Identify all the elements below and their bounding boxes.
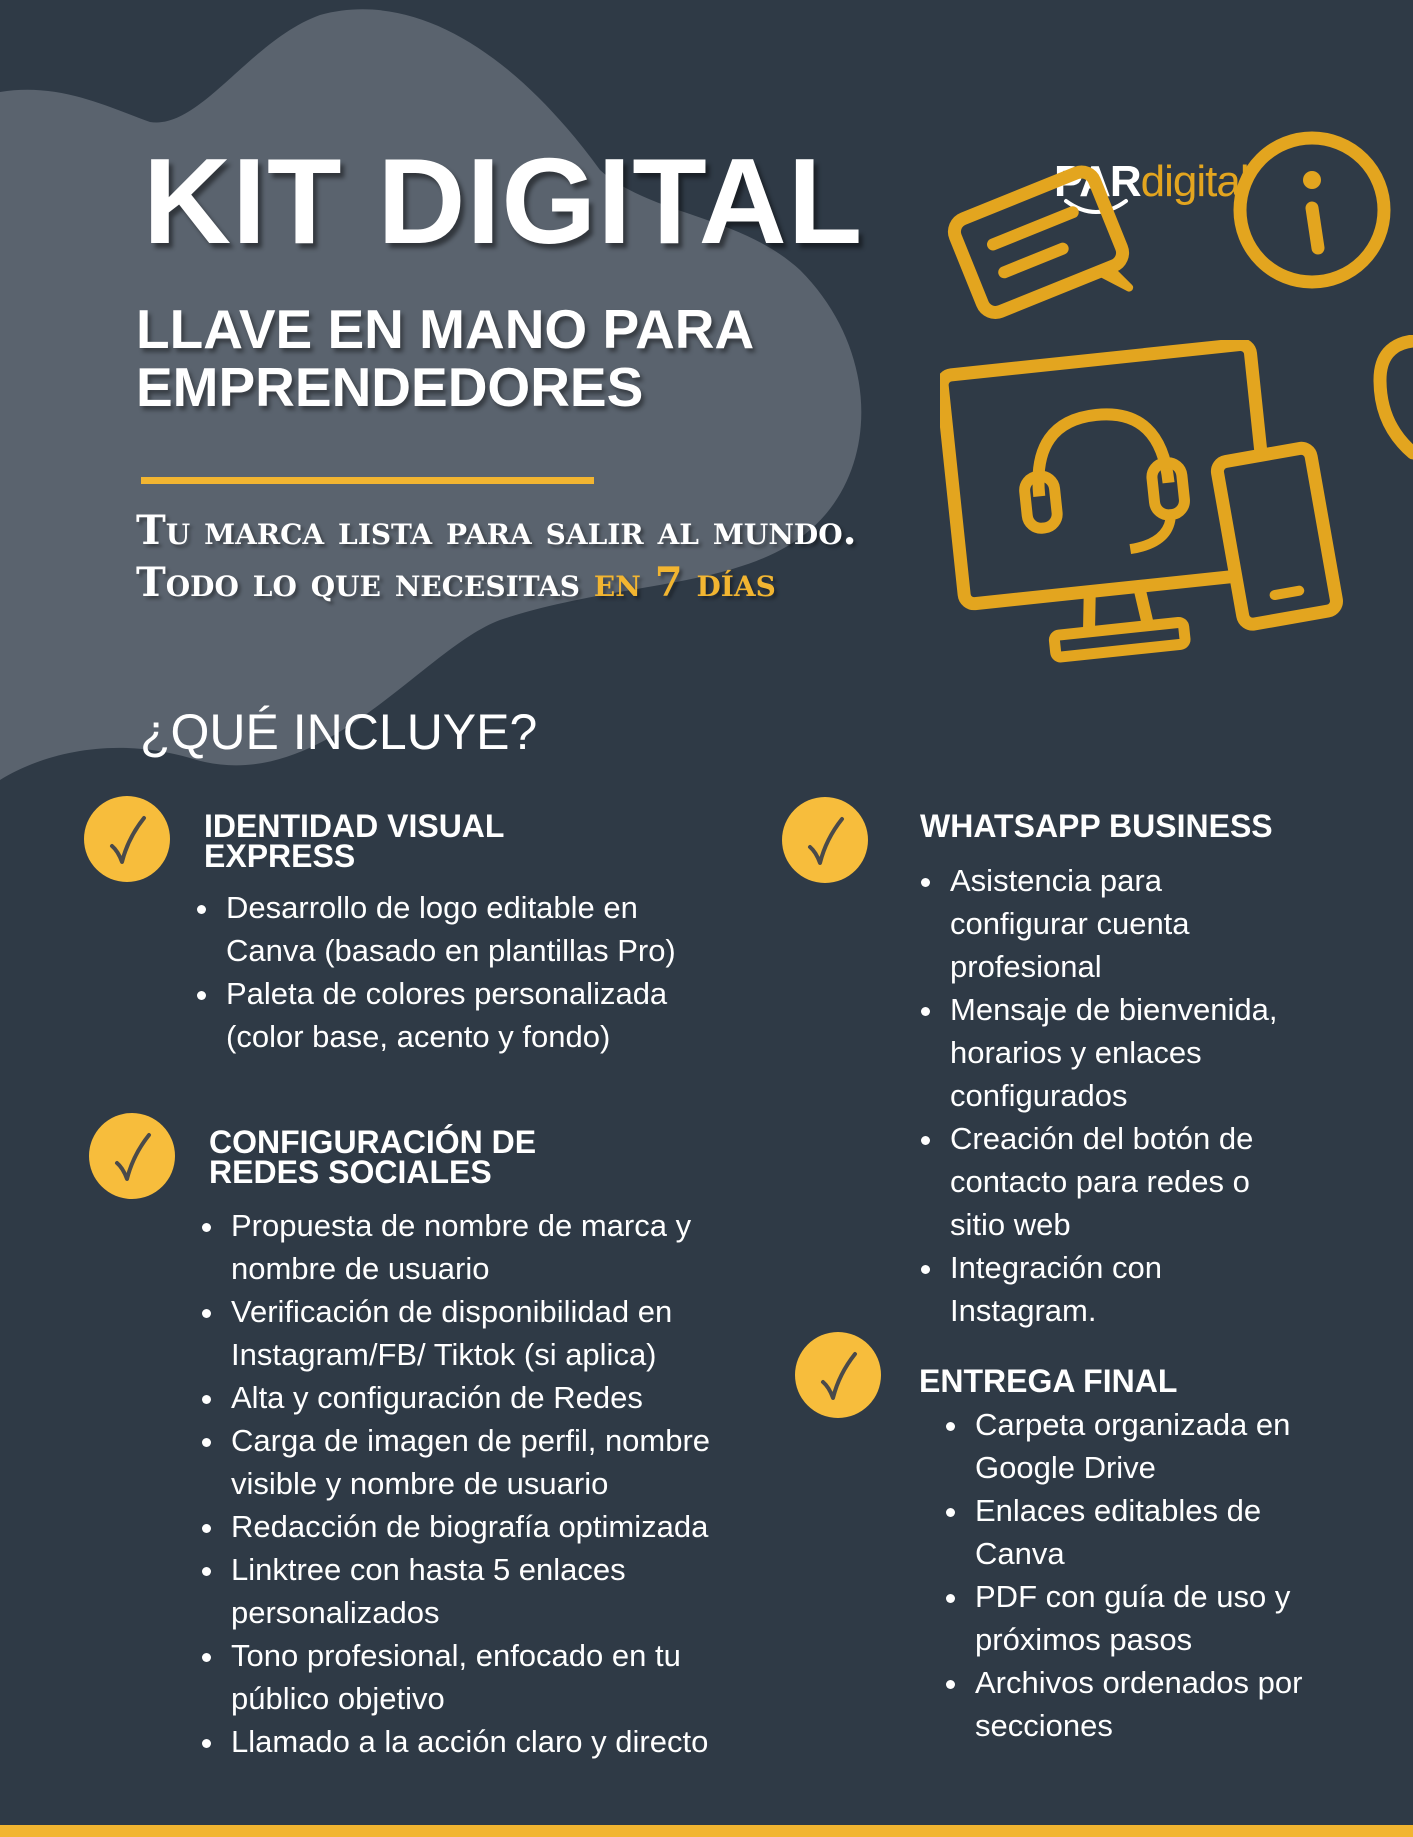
main-title: KIT DIGITAL <box>143 133 864 269</box>
tagline-line-1: Tu marca lista para salir al mundo. <box>136 507 857 554</box>
list-whatsapp <box>912 859 1277 1332</box>
info-icon <box>1230 128 1395 293</box>
subtitle <box>136 300 754 416</box>
list-item: • Creación del botón de contacto para redes o sitio web <box>946 1117 1277 1246</box>
subtitle-line-2: EMPRENDEDORES <box>136 356 644 418</box>
list-item: • Paleta de colores personalizada (color base, acento y fondo) <box>222 972 676 1058</box>
list-entrega <box>937 1403 1302 1747</box>
section-title-identidad <box>204 808 505 874</box>
includes-heading: ¿QUÉ INCLUYE? <box>140 704 538 760</box>
list-item: • Carpeta organizada en Google Drive <box>971 1403 1302 1489</box>
list-item: • Tono profesional, enfocado en tu público objetivo <box>227 1634 710 1720</box>
section-title-entrega-line-1: ENTREGA FINAL <box>919 1363 1178 1399</box>
section-title-redes-line-1: CONFIGURACIÓN DE <box>209 1124 537 1160</box>
list-item: • Integración con Instagram. <box>946 1246 1277 1332</box>
title-divider <box>141 477 594 484</box>
list-item: • Archivos ordenados por secciones <box>971 1661 1302 1747</box>
computer-support-icon <box>940 340 1360 700</box>
list-item: • Verificación de disponibilidad en Instagram/FB/ Tiktok (si aplica) <box>227 1290 710 1376</box>
tagline-accent: en 7 días <box>593 559 776 606</box>
section-title-identidad-line-2: EXPRESS <box>204 838 356 874</box>
checkmark-icon <box>89 1113 175 1199</box>
section-title-whatsapp-line-1: WHATSAPP BUSINESS <box>920 808 1273 844</box>
tagline-line-2-start: Todo lo que necesitas <box>136 559 580 606</box>
checkmark-icon <box>782 797 868 883</box>
list-item: • Enlaces editables de Canva <box>971 1489 1302 1575</box>
section-title-whatsapp <box>920 808 1273 844</box>
list-item: • Propuesta de nombre de marca y nombre de usuario <box>227 1204 710 1290</box>
list-item: • Asistencia para configurar cuenta profesional <box>946 859 1277 988</box>
list-item: • Carga de imagen de perfil, nombre visible y nombre de usuario <box>227 1419 710 1505</box>
section-title-redes <box>209 1124 537 1190</box>
subtitle-line-1: LLAVE EN MANO PARA <box>136 298 755 360</box>
bottom-accent-bar <box>0 1825 1413 1837</box>
list-item: • Mensaje de bienvenida, horarios y enlaces configurados <box>946 988 1277 1117</box>
list-identidad <box>188 886 676 1058</box>
section-title-redes-line-2: REDES SOCIALES <box>209 1154 492 1190</box>
logo-par: PAR <box>1054 157 1141 206</box>
chat-bubble-icon <box>945 160 1145 325</box>
section-title-identidad-line-1: IDENTIDAD VISUAL <box>204 808 505 844</box>
section-title-entrega <box>919 1363 1178 1399</box>
checkmark-icon <box>84 796 170 882</box>
logo-digital: digital <box>1140 157 1249 206</box>
list-item: • PDF con guía de uso y próximos pasos <box>971 1575 1302 1661</box>
checkmark-icon <box>795 1332 881 1418</box>
list-item: • Desarrollo de logo editable en Canva (basado en plantillas Pro) <box>222 886 676 972</box>
list-item: • Llamado a la acción claro y directo <box>227 1720 710 1763</box>
tagline-line-2 <box>136 557 857 609</box>
list-redes <box>193 1204 710 1763</box>
list-item: • Redacción de biografía optimizada <box>227 1505 710 1548</box>
tagline <box>136 505 857 609</box>
list-item: • Linktree con hasta 5 enlaces personalizados <box>227 1548 710 1634</box>
list-item: • Alta y configuración de Redes <box>227 1376 710 1419</box>
partial-icon-edge <box>1360 335 1413 465</box>
